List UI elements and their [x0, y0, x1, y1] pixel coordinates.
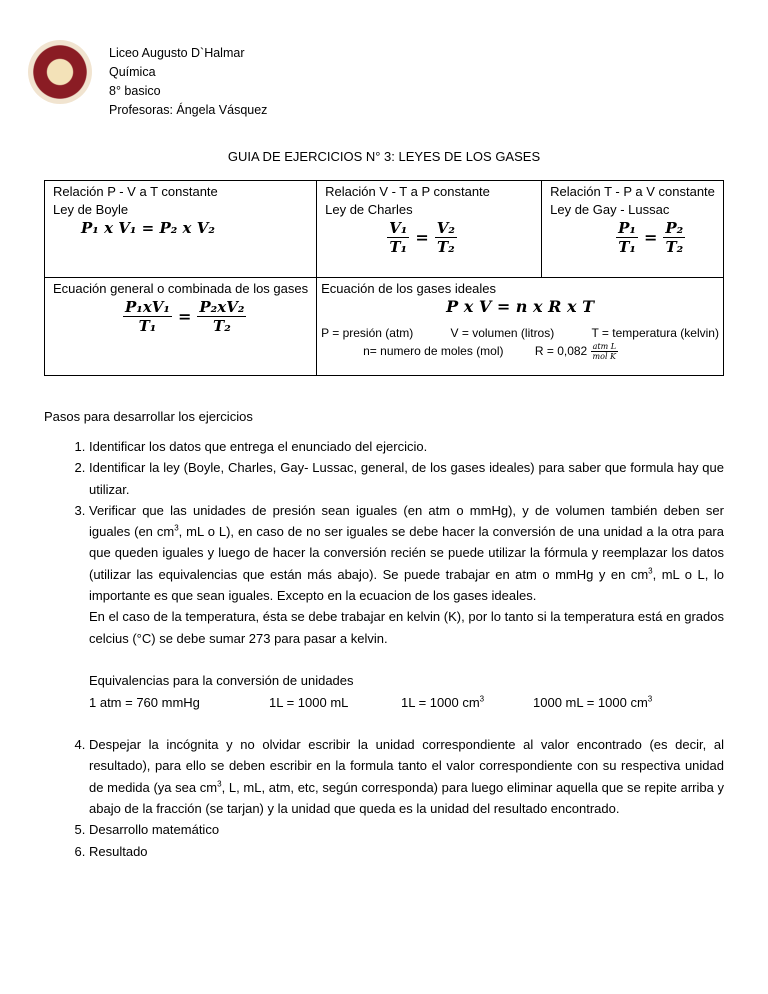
subject: Química: [109, 65, 156, 79]
r-constant: R = 0,082: [534, 344, 588, 358]
equivalences-row: 1 atm = 760 mmHg 1L = 1000 mL 1L = 1000 $cm^3$ 1000 mL = 1000 $cm^3$: [89, 694, 653, 710]
temp-def: T = temperatura (kelvin): [591, 326, 719, 340]
step-item: 2. Identificar la ley (Boyle, Charles, Gay- Lussac, general, de los gases ideales) para saber que formula hay que utilizar.: [89, 457, 724, 500]
ideal-formula: P x V = n x R x T: [446, 297, 594, 316]
gay-lussac-cell: [542, 181, 724, 278]
charles-cell: [317, 181, 542, 278]
step-item: 3. Verificar que las unidades de presión sean iguales (en atm o mmHg), y de volumen también deben ser iguales (en $cm^3$, mL o L), en caso de no ser iguales se debe hacer la conversión de una unidad a la otra para que queden iguales y luego de hacer la conversión recién se puede utilizar la fórmula y reemplazar los datos (utilizar las equivalencias que están más abajo). Se puede trabajar en atm o mmHg y en $cm^3$, mL o L, lo importante es que sean iguales. Excepto en la ecuacion de los gases ideales. En el caso de la temperatura, ésta se debe trabajar en kelvin (K), por lo tanto si la temperatura está en grados celcius (°C) se debe sumar 273 para pasar a kelvin. Equivalencias para la conversión de unidades 1 atm = 760 mmHg 1L = 1000 mL 1L = 1000 $cm^3$ 1000 mL = 1000 $cm^3$: [89, 500, 724, 734]
ideal-label: Ecuación de los gases ideales: [321, 281, 497, 296]
relation-label: Relación V - T a P constante: [325, 184, 490, 199]
grade: 8° basico: [109, 84, 161, 98]
volume-def: V = volumen (litros): [450, 326, 555, 340]
steps-title: Pasos para desarrollar los ejercicios: [44, 409, 253, 424]
gay-lussac-formula: $\frac{\text{P₁}}{\text{T₁}}$ = $\frac{\text{P₂}}{\text{T₂}}$: [618, 219, 684, 256]
steps-list: [44, 436, 724, 862]
moles-def: n= numero de moles (mol): [363, 344, 504, 358]
charles-formula: $\frac{\text{V₁}}{\text{T₁}}$ = $\frac{\text{V₂}}{\text{T₂}}$: [389, 219, 455, 256]
boyle-cell: [45, 181, 317, 278]
step-item: 5. Desarrollo matemático: [89, 819, 724, 840]
general-label: Ecuación general o combinada de los gases: [53, 281, 309, 296]
step-item: 1. Identificar los datos que entrega el enunciado del ejercicio.: [89, 436, 724, 457]
law-name: Ley de Charles: [325, 202, 413, 217]
law-name: Ley de Gay - Lussac: [550, 202, 670, 217]
general-formula: $\frac{\text{P₁xV₁}}{\text{T₁}}$ = $\frac{\text{P₂xV₂}}{\text{T₂}}$: [125, 298, 245, 335]
equivalences-title: Equivalencias para la conversión de unidades: [89, 673, 354, 689]
law-name: Ley de Boyle: [53, 202, 129, 217]
boyle-formula: P₁ x V₁ = P₂ x V₂: [81, 219, 215, 237]
pressure-def: P = presión (atm): [321, 326, 414, 340]
formula-table: [44, 180, 724, 376]
steps-section: [44, 409, 724, 862]
page-title: GUIA DE EJERCICIOS N° 3: LEYES DE LOS GASES: [227, 149, 541, 164]
general-cell: [45, 278, 317, 376]
step-item: 6. Resultado: [89, 841, 724, 862]
relation-label: Relación P - V a T constante: [53, 184, 218, 199]
school-name: Liceo Augusto D`Halmar: [109, 46, 245, 60]
ideal-cell: Ecuación de los gases ideales P x V = n x R x T P = presión (atm) V = volumen (litros) T = temperatura (kelvin) n= numero de moles (mol) R = 0,082 $\frac{\text{atm L}}{\text{mol K}}$: [317, 278, 724, 376]
relation-label: Relación T - P a V constante: [550, 184, 715, 199]
teacher: Profesoras: Ángela Vásquez: [109, 103, 268, 117]
school-logo: [28, 40, 92, 104]
header-block: [109, 44, 267, 120]
step-item: 4. Despejar la incógnita y no olvidar escribir la unidad correspondiente al valor encontrado (es decir, al resultado), para ello se deben escribir en la formula tanto el valor correspondiente con su respectiva unidad de medida (ya sea $cm^3$, L, mL, atm, etc, según corresponda) para luego eliminar aquella que se repite arriba y abajo de la fracción (se tarjan) y la unidad que queda es la unidad del resultado encontrado.: [89, 734, 724, 819]
